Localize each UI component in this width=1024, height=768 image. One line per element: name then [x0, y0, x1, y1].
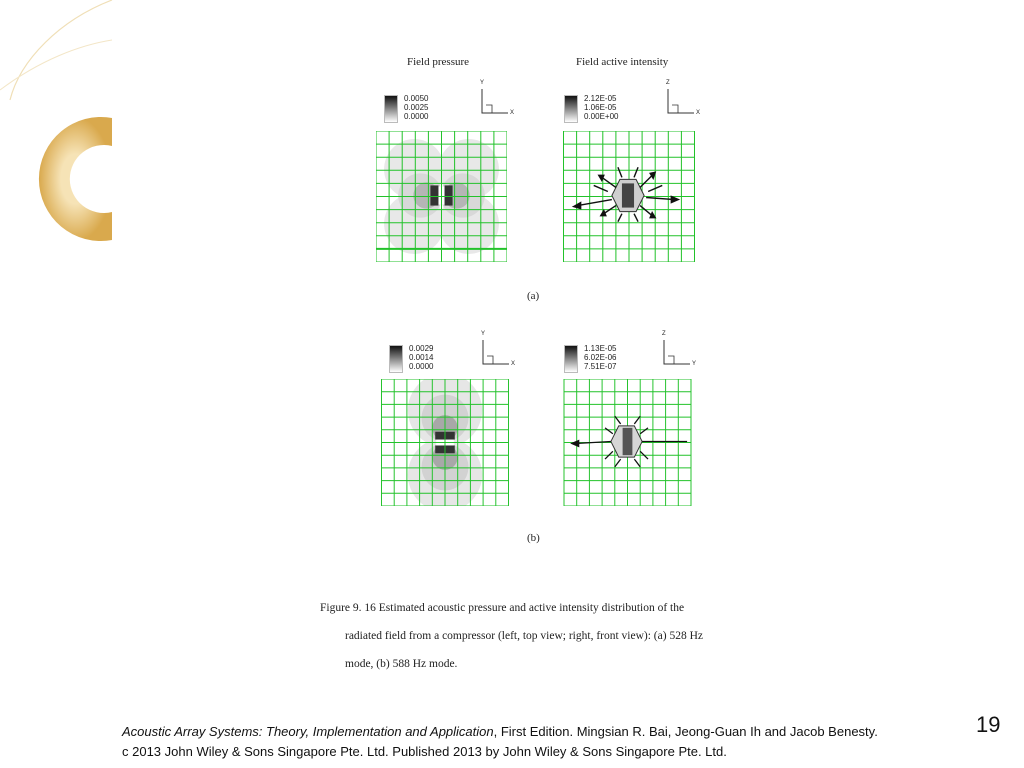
- field-pressure-title: Field pressure: [407, 56, 470, 68]
- decorative-ring-graphic: [0, 0, 120, 260]
- intensity-field-plot: [563, 379, 692, 506]
- caption-line: radiated field from a compressor (left, top view; right, front view): (a) 528 Hz: [345, 630, 703, 642]
- colorbar: [564, 345, 578, 373]
- pressure-field-plot: [381, 379, 509, 506]
- panel-label-a: (a): [527, 290, 540, 302]
- colorbar-labels: 1.13E-05 6.02E-06 7.51E-07: [584, 344, 617, 371]
- axes-indicator: Y X: [481, 331, 516, 367]
- copyright-line: c 2013 John Wiley & Sons Singapore Pte. Ltd. Published 2013 by John Wiley & Sons Singapore Pte. Ltd.: [122, 744, 727, 759]
- caption-line: mode, (b) 588 Hz mode.: [345, 658, 458, 670]
- axes-indicator: Z Y: [662, 331, 697, 367]
- pressure-field-plot: [376, 131, 507, 262]
- intensity-field-plot: [563, 131, 695, 262]
- citation-details: , First Edition. Mingsian R. Bai, Jeong-Guan Ih and Jacob Benesty.: [493, 724, 878, 739]
- colorbar: [384, 95, 398, 123]
- book-title: Acoustic Array Systems: Theory, Implementation and Application: [122, 724, 494, 739]
- caption-line: Figure 9. 16 Estimated acoustic pressure and active intensity distribution of the: [320, 602, 685, 614]
- colorbar: [564, 95, 578, 123]
- footer-citation: [122, 722, 878, 762]
- page-number: 19: [976, 712, 1001, 737]
- figure-caption: [320, 594, 760, 678]
- axes-indicator: Y X: [480, 80, 515, 116]
- colorbar-labels: 0.0029 0.0014 0.0000: [409, 344, 434, 371]
- field-intensity-title: Field active intensity: [576, 56, 669, 68]
- axes-indicator: Z X: [666, 80, 701, 116]
- colorbar-labels: 2.12E-05 1.06E-05 0.00E+00: [584, 94, 619, 121]
- colorbar-labels: 0.0050 0.0025 0.0000: [404, 94, 429, 121]
- colorbar: [389, 345, 403, 373]
- panel-label-b: (b): [527, 532, 540, 544]
